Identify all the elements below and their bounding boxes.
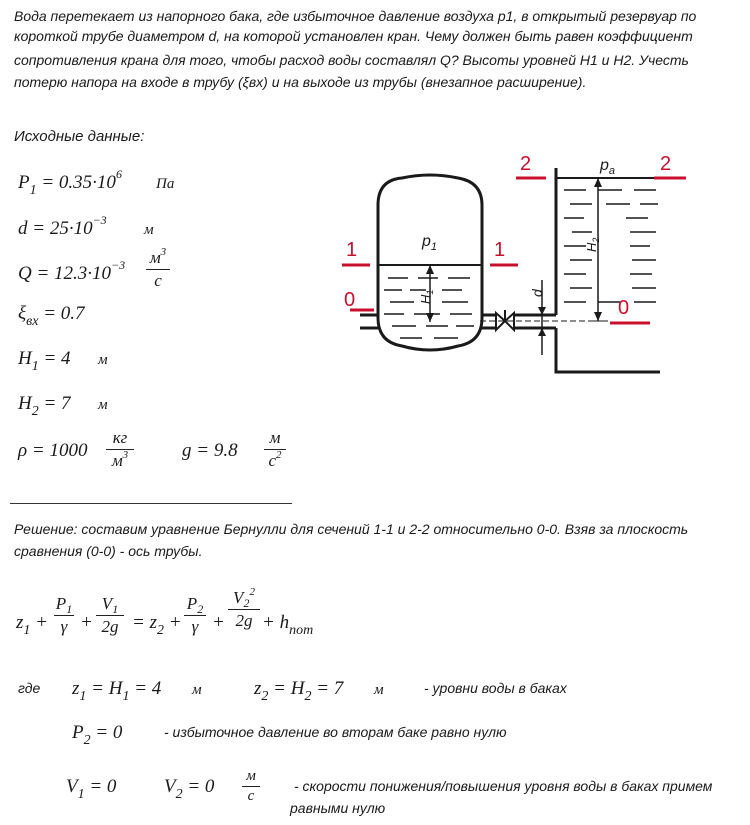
problem-line-1: Вода перетекает из напорного бака, где избыточное давление воздуха р1, в открытый резервуар по [14,8,697,24]
problem-line-2: короткой трубе диаметром d, на которой установлен кран. Чему должен быть равен коэффициент [14,28,693,44]
pa-label: $p_a$ [600,157,616,177]
given-p1: $P_1 = 0.35\cdot 10^6$ [18,167,122,198]
solution-line-2: сравнения (0-0) - ось трубы. [14,543,203,559]
frac-p1-gamma: $P_1$ γ [55,594,73,636]
level-z2: $z_2 = H_2 = 7$ [254,678,344,704]
given-p1-unit: Па [156,176,175,192]
d-label: d [529,289,545,297]
label-1-right: 1 [494,239,506,261]
label-2-left: 2 [520,153,532,175]
velocity-v2: $V_2 = 0$ [164,776,215,802]
h2-label: $H_2$ [584,237,601,252]
frac-v1-2g: $V_1$ 2g [96,594,124,637]
frac-v2-2g: $V_2^2$ 2g [228,588,260,631]
solution-line-1: Решение: составим уравнение Бернулли для сечений 1-1 и 2-2 относительно 0-0. Взяв за плоскость [14,521,689,537]
where-label: где [18,680,41,696]
pressure-note: - избыточное давление во вторам баке равно нулю [164,724,507,740]
velocity-note-1: - скорости понижения/повышения уровня воды в баках примем [294,778,713,794]
given-g: g = 9.8 [182,440,238,461]
given-d-unit: м [144,222,154,238]
reservoir-water-hatch [564,190,658,302]
label-0-left: 0 [344,289,356,311]
velocity-v1: $V_1 = 0$ [66,776,117,802]
level-z1: $z_1 = H_1 = 4$ [72,678,162,704]
levels-note: - уровни воды в баках [424,680,567,696]
level-z1-unit: м [192,682,202,698]
problem-line-3: сопротивления крана для того, чтобы расход воды составлял Q? Высоты уровней Н1 и Н2. Учесть [14,52,689,68]
separator-line [10,503,292,504]
pressure-tank [378,175,482,350]
p1-label: $p_1$ [422,233,438,253]
given-d: $d = 25\cdot 10^{-3}$ [18,213,107,239]
tank-diagram [330,150,720,390]
label-2-right: 2 [660,153,672,175]
label-0-right: 0 [618,297,630,319]
given-q-unit: $м^3$ с [146,248,170,291]
pressure-p2: $P_2 = 0$ [72,722,123,748]
tank-water-hatch [384,278,474,338]
given-h2: $H_2 = 7$ [18,393,71,419]
label-1-left: 1 [346,239,358,261]
given-h1: $H_1 = 4$ [18,348,71,374]
given-h1-unit: м [98,352,108,368]
given-xi: $\xi_{вх} = 0.7$ [18,303,85,329]
level-z2-unit: м [374,682,384,698]
given-h2-unit: м [98,397,108,413]
given-heading: Исходные данные: [14,128,145,145]
problem-line-4: потерю напора на входе в трубу (ξвх) и на выходе из трубы (внезапное расширение). [14,74,587,90]
given-rho: ρ = 1000 [18,440,88,461]
velocity-unit: м с [242,768,260,805]
given-rho-unit: кг $м^3$ [106,428,134,471]
frac-p2-gamma: $P_2$ γ [184,594,206,637]
velocity-note-2: равными нулю [290,800,386,816]
open-reservoir [556,168,660,372]
h1-label: $H_1$ [418,289,435,304]
given-q: $Q = 12.3\cdot 10^{-3}$ [18,258,126,284]
given-g-unit: м $с^2$ [264,428,286,471]
